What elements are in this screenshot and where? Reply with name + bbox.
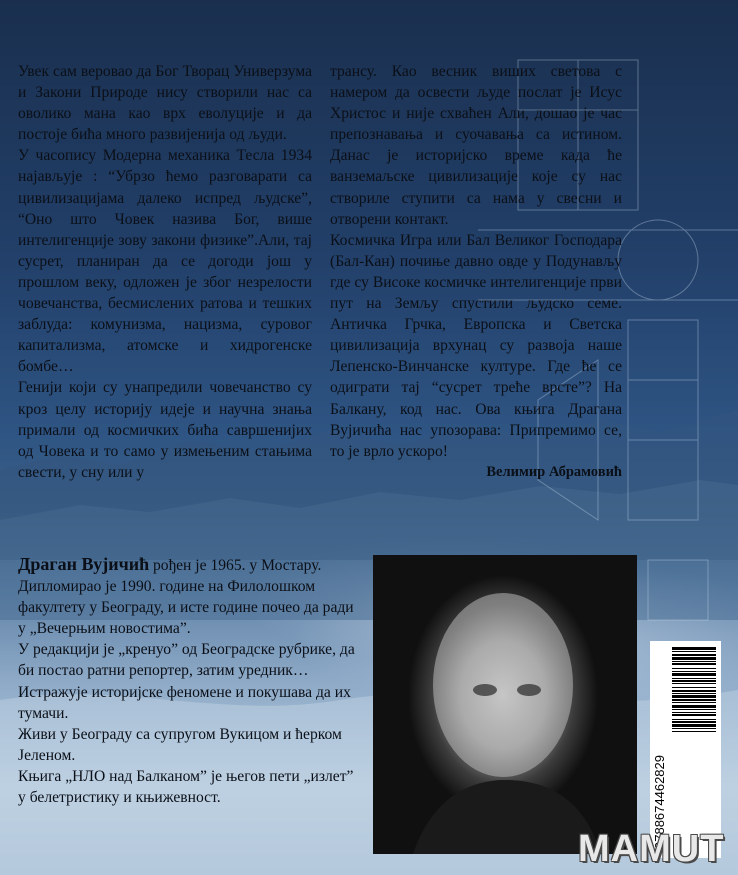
- barcode-bar: [672, 702, 716, 703]
- barcode-bar: [672, 647, 716, 650]
- barcode-bar: [672, 693, 716, 694]
- barcode-bar: [672, 724, 716, 727]
- paragraph: Књига „НЛО над Балканом” је његов пети „излет” у белетристику и књижевност.: [18, 767, 354, 807]
- barcode-bar: [672, 683, 716, 684]
- text-column-right: [330, 61, 622, 483]
- barcode-bar: [672, 699, 716, 701]
- barcode-bar: [672, 731, 716, 732]
- author-name: Драган Вујичић: [18, 554, 150, 574]
- barcode-digits: 9788674462829: [652, 755, 667, 849]
- barcode-bar: [672, 671, 716, 672]
- barcode-bar: [672, 668, 716, 669]
- paragraph: Увек сам веровао да Бог Творац Универзума и Закони Природе нису створили нас са оволико мана као врх еволуције и да постоје бића много развијенија од људи.: [18, 63, 312, 144]
- barcode-bar: [672, 663, 716, 665]
- author-bio: [18, 554, 358, 808]
- text-column-left: [18, 61, 312, 483]
- paragraph: У часопису Модерна механика Тесла 1934 најављује : “Убрзо ћемо разговарати са цивилизацијама далеко испред људске”, “Оно што Човек назива Бог, више интелигенције зову закони физике”.Али, тај сусрет, планиран да се догоди још у прошлом веку, одложен је због незрелости човечанства, бесмислених ратова и тешких заблуда: комунизма, нацизма, суровог капитализма, атомске и хидрогенске бомбе…: [18, 147, 312, 376]
- barcode-bar: [672, 654, 716, 656]
- barcode-bar: [672, 687, 716, 688]
- portrait-shape: [373, 555, 637, 854]
- isbn-barcode: [650, 641, 721, 858]
- paragraph: Космичка Игра или Бал Великог Господара (Бал-Кан) почиње давно овде у Подунављу где су Високе космичке интелигенције први пут на Земљу спустили људско семе. Античка Грчка, Европска и Светска цивилизација врхунац су развоја наше Лепенско-Винчанске културе. Где ће се одиграти тај “сусрет треће врсте”? На Балкану, код нас. Ова књига Драгана Вујичића нас упозорава: Припремимо се, то је врло ускоро!: [330, 231, 622, 460]
- paragraph: Живи у Београду са супругом Вукицом и ћерком Јеленом.: [18, 725, 342, 764]
- barcode-bar: [672, 690, 716, 692]
- barcode-bar: [672, 714, 716, 716]
- barcode-bar: [672, 709, 716, 710]
- barcode-bar: [672, 728, 716, 729]
- barcode-bar: [672, 695, 716, 698]
- barcode-bar: [672, 705, 716, 708]
- barcode-bar: [672, 657, 716, 660]
- paragraph: трансу. Као весник виших светова с намером да освести људе послат је Исус Христос и није схваћен Али, дошао је час препознавања и суочавања са истином. Данас је историјско време када ће ванземаљске цивилизације које су нас створиле ступити са нама у свесни и отворени контакт.: [330, 63, 622, 228]
- signature: Велимир Абрамовић: [486, 463, 622, 480]
- barcode-bar: [672, 719, 716, 720]
- barcode-bar: [672, 712, 716, 713]
- bio-intro-text: рођен је 1965. у Мостару. Дипломирао је 1990. године на Филолошком факултету у Београду, и исте године почео да ради у „Вечерњим новостима”.: [18, 557, 354, 638]
- bio-intro: [18, 554, 358, 639]
- paragraph: У редакцији је „кренуо” од Београдске рубрике, да би постао ратни репортер, затим уредник…: [18, 641, 355, 680]
- barcode-bar: [672, 661, 716, 662]
- paragraph: Генији који су унапредили човечанство су кроз целу историју идеје и научна знања примали од космичких бића савршенијих од Човека и то само у измењеним стањима свести, у сну или у: [18, 379, 312, 481]
- barcode-bar: [672, 721, 716, 723]
- publisher-logo: MAMUT: [578, 828, 725, 870]
- barcode-bar: [672, 680, 716, 682]
- barcode-bar: [672, 651, 716, 652]
- paragraph: Истражује историјске феномене и покушава да их тумачи.: [18, 683, 351, 722]
- barcode-bar: [672, 678, 716, 679]
- barcode-bar: [672, 673, 716, 676]
- author-photo: [373, 555, 637, 854]
